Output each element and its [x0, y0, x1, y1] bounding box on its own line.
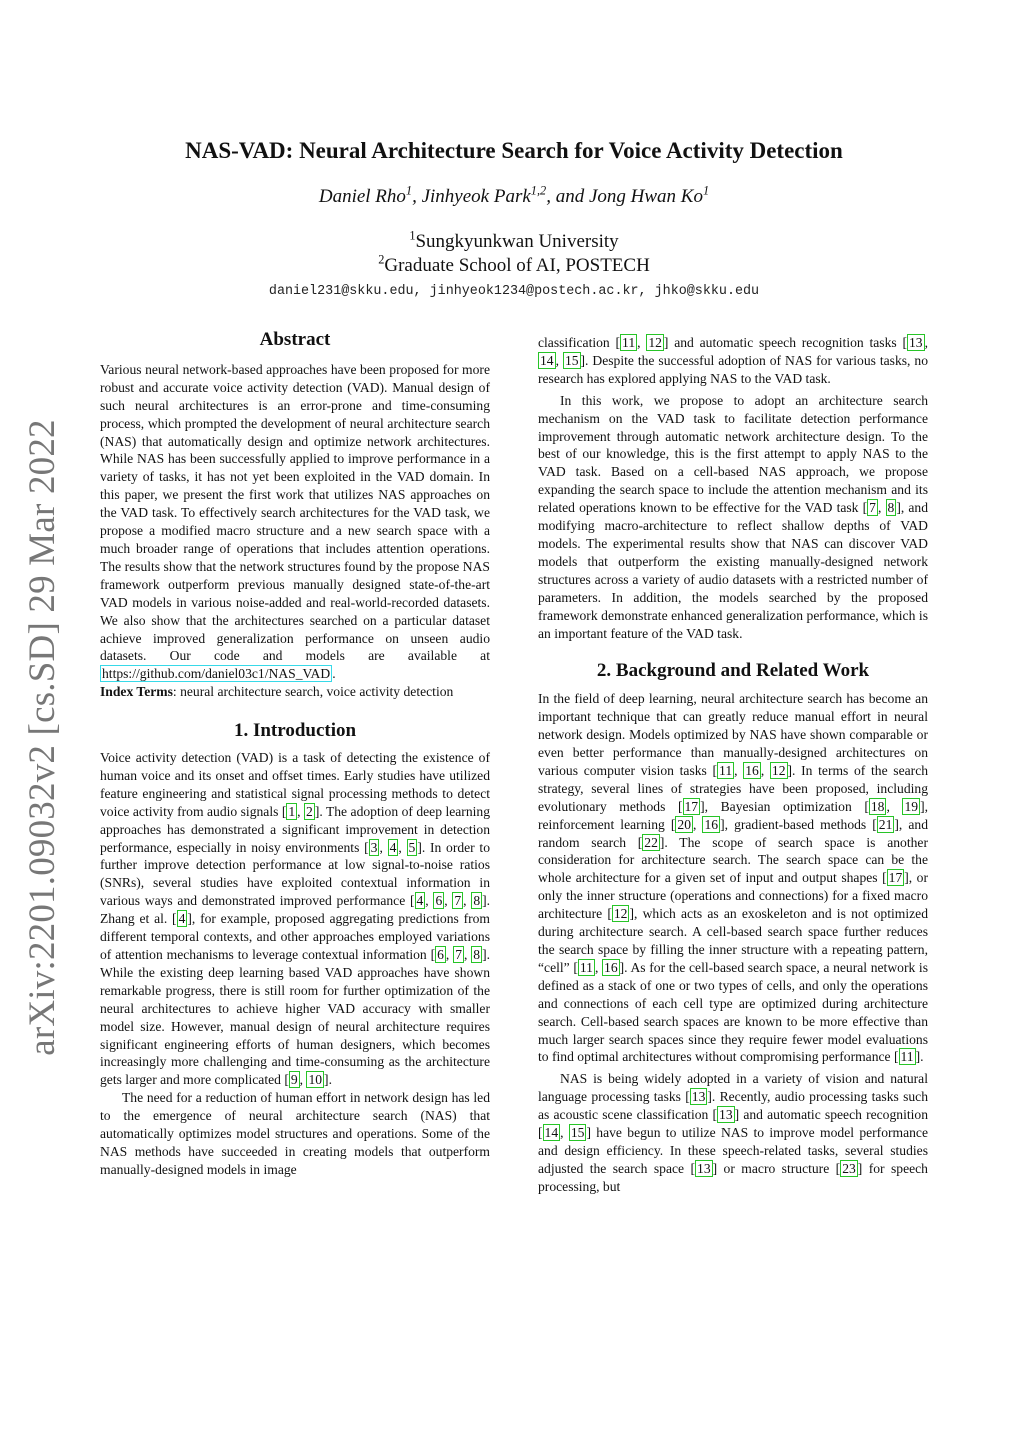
text-run: , — [445, 947, 454, 962]
citation-link[interactable]: 8 — [473, 893, 481, 909]
citation-link[interactable]: 14 — [540, 352, 554, 368]
text-run: , — [379, 839, 388, 855]
affiliation-name: Graduate School of AI, POSTECH — [384, 255, 650, 276]
author-affiliation-mark: 1 — [702, 183, 710, 198]
background-paragraph-2 — [538, 1070, 928, 1195]
text-run: , — [297, 803, 305, 819]
text-run: , — [594, 959, 603, 975]
text-run: ], and modifying macro-architecture to reflect shallow depths of VAD models. The experimental results show that NAS can discover VAD models that outperform the existing manually-designed network structures across a variety of audio datasets with a restricted number of parameters. In addition, the models searched by the proposed framework demonstrate enhanced generalization performance, which is an important feature of the VAD task. — [538, 500, 929, 641]
index-terms-text: : neural architecture search, voice activity detection — [172, 684, 454, 700]
citation-link[interactable]: 4 — [389, 839, 397, 855]
author-list: Daniel Rho$^1$, Jinhyeok Park$^{1,2}$, and Jong Hwan Ko$^1$ — [318, 183, 710, 207]
index-terms-label: Index Terms — [100, 684, 173, 700]
citation-link[interactable]: 4 — [416, 893, 424, 909]
text-run: , — [299, 1072, 307, 1088]
citation-link[interactable]: 10 — [308, 1072, 323, 1088]
text-run: ] for speech processing, but — [538, 1160, 928, 1194]
right-column — [538, 334, 928, 1196]
text-run: , — [560, 1125, 569, 1141]
text-run: , — [693, 816, 703, 832]
citation-link[interactable]: 12 — [771, 762, 786, 778]
citation-link[interactable]: 13 — [691, 1089, 706, 1105]
citation-link[interactable]: 5 — [408, 839, 416, 855]
text-run: In the field of deep learning, neural architecture search has become an important technique that can greatly reduce manual effort in neural network design. Models optimized by NAS have shown comparable or even better performance than manually-designed architectures on various computer vision tasks [ — [538, 691, 928, 778]
text-run: , — [637, 335, 647, 350]
citation-link[interactable]: 6 — [435, 893, 443, 909]
text-run: ]. As for the cell-based search space, a neural network is defined as a stack of one or two types of cells, and only the operations and connections of each cell type are optimized during architecture search. Cell-based search spaces are known to be more effective than much larger search spaces since they require fewer model evaluations to find optimal architectures without compromising performance [ — [538, 959, 929, 1065]
text-run: Voice activity detection (VAD) is a task of detecting the existence of human voice and its onset and offset times. Early studies have utilized feature engineering and statistical signal processing methods to detect voice activity from audio signals [ — [100, 750, 490, 819]
intro-paragraph-4 — [538, 392, 928, 643]
citation-link[interactable]: 15 — [564, 352, 579, 368]
index-terms — [100, 683, 490, 701]
citation-link[interactable]: 15 — [570, 1125, 585, 1141]
text-run: , — [877, 500, 886, 516]
text-run: NAS is being widely adopted in a variety of vision and natural language processing tasks [ — [538, 1071, 928, 1105]
text-run: In this work, we propose to adopt an architecture search mechanism on the VAD task to facilitate detection performance improvement through automatic network architecture design. To the best of our knowledge, this is the first attempt to apply NAS to the VAD task. Based on a cell-based NAS approach, we propose expanding the search space to include the attention mechanism and its related operations known to be effective for the VAD task [ — [538, 392, 928, 516]
citation-link[interactable]: 6 — [437, 947, 444, 962]
citation-link[interactable]: 7 — [869, 500, 876, 516]
text-run: , — [463, 893, 472, 909]
citation-link[interactable]: 13 — [908, 335, 923, 350]
author-emails: daniel231@skku.edu, jinhyeok1234@postech.ac.kr, jhko@skku.edu — [268, 284, 760, 299]
text-run: , — [924, 335, 928, 350]
citation-link[interactable]: 8 — [473, 947, 481, 962]
abstract-text — [100, 361, 490, 683]
citation-link[interactable]: 7 — [455, 947, 462, 962]
left-column — [100, 331, 490, 1179]
author-conjunction: and — [555, 186, 585, 207]
author-name: Jong Hwan Ko — [588, 186, 703, 207]
background-paragraph-1 — [538, 690, 928, 1066]
citation-link[interactable]: 17 — [684, 798, 699, 814]
intro-paragraph-2: The need for a reduction of human effort in network design has led to the emergence of neural architecture search (NAS) that automatically optimizes model structures and operations. Some of the NAS methods have succeeded in creating models that outperform manually-designed models in image — [100, 1090, 490, 1177]
abstract-heading: Abstract — [259, 329, 331, 350]
text-run: ] and automatic speech recognition [ — [538, 1107, 928, 1141]
text-run: ], Bayesian optimization [ — [700, 798, 869, 814]
abstract-body: Various neural network-based approaches have been proposed for more robust and accurate voice activity detection (VAD). Manual design of such neural architectures is an error-prone and time-consuming process, which prompted the development of neural architecture search (NAS) that automatically design and optimize network architectures. While NAS has been successfully applied to improve performance in a variety of tasks, it has not yet been exploited in the VAD domain. In this paper, we present the first work that utilizes NAS approaches on the VAD task. To effectively search architectures for the VAD task, we propose a modified macro structure and a new search space with a much broader range of operations that includes attention operations. The results show that the network structures found by the propose NAS framework outperform previous manually designed state-of-the-art VAD models in various noise-added and real-world-recorded datasets. We also show that the architectures searched on a particular dataset achieve improved generalization performance on unseen audio datasets. Our code and models are available at — [100, 361, 490, 664]
citation-link[interactable]: 19 — [904, 798, 919, 814]
text-run: ]. In order to further improve detection performance at low signal-to-noise ratios (SNRs), several studies have exploited contextual information in various ways and demonstrated improved performance [ — [100, 839, 491, 909]
text-run: ], or only the inner structure (operations and connections) for a fixed macro architecture [ — [538, 870, 928, 922]
text-run: ] have begun to utilize NAS to improve model performance and design efficiency. In these speech-related tasks, several studies adjusted the search space [ — [538, 1125, 928, 1176]
affiliation-mark: 2 — [378, 252, 385, 267]
citation-link[interactable]: 17 — [888, 870, 903, 886]
paper-title: NAS-VAD: Neural Architecture Search for Voice Activity Detection — [185, 138, 843, 163]
citation-link[interactable]: 11 — [900, 1049, 914, 1065]
text-run: , — [760, 762, 770, 778]
text-run: ] and automatic speech recognition tasks [ — [663, 335, 907, 350]
text-run: ]. Despite the successful adoption of NAS for various tasks, no research has explored applying NAS to the VAD task. — [538, 352, 928, 386]
text-run: , — [555, 352, 563, 368]
affiliation-mark: 1 — [409, 228, 416, 243]
citation-link[interactable]: 16 — [745, 762, 759, 778]
citation-link[interactable]: 9 — [290, 1072, 298, 1088]
affiliation-1 — [100, 228, 928, 253]
text-run: ], which acts as an exoskeleton and is not optimized during architecture search. A cell-based search space further reduces the search space by filling the inner structure with a repeating pattern, “cell” [ — [538, 906, 928, 975]
text-run: , — [425, 893, 434, 909]
text-run: ]. The scope of search space is another consideration for architecture search. The search space can be the whole architecture for a given set of input and output shapes [ — [538, 834, 928, 886]
intro-paragraph-1 — [100, 749, 490, 1089]
citation-link[interactable]: 2 — [306, 803, 313, 819]
citation-link[interactable]: 7 — [454, 893, 462, 909]
text-run: ]. — [915, 1049, 924, 1065]
citation-link[interactable]: 1 — [288, 803, 296, 819]
citation-link[interactable]: 14 — [544, 1125, 559, 1141]
citation-link[interactable]: 13 — [719, 1107, 733, 1123]
citation-link[interactable]: 16 — [704, 816, 719, 832]
text-run: , — [444, 893, 453, 909]
citation-link[interactable]: 11 — [719, 762, 733, 778]
author-name: Daniel Rho — [318, 186, 406, 207]
text-run: ]. Recently, audio processing tasks such as acoustic scene classification [ — [538, 1089, 928, 1123]
citation-link[interactable]: 4 — [178, 911, 186, 927]
text-run: ], reinforcement learning [ — [538, 798, 928, 832]
citation-link[interactable]: 12 — [613, 906, 628, 922]
citation-link[interactable]: 18 — [870, 798, 885, 814]
affiliation-name: Sungkyunkwan University — [415, 231, 619, 252]
author-name: Jinhyeok Park — [421, 186, 531, 207]
text-run: ], gradient-based methods [ — [720, 816, 877, 832]
text-run: ], for example, proposed aggregating predictions from different temporal contexts, and other approaches employed variations of attention mechanisms to leverage contextual information [ — [100, 911, 490, 962]
text-run: , — [398, 839, 407, 855]
background-heading: 2. Background and Related Work — [596, 660, 870, 682]
text-run: classification [ — [538, 335, 621, 350]
citation-link[interactable]: 22 — [644, 834, 658, 850]
citation-link[interactable]: 16 — [604, 959, 618, 975]
text-run: , — [464, 947, 472, 962]
citation-link[interactable]: 20 — [677, 816, 692, 832]
text-run: ]. While the existing deep learning based VAD approaches have shown remarkable progress, there is still room for further optimization of the neural architectures to achieve higher VAD accuracy with smaller model size. However, manual design of neural architecture requires significant engineering efforts of human designers, which becomes increasingly more challenging and time-consuming as the architecture gets larger and more complicated [ — [100, 947, 491, 1088]
text-run: , — [886, 798, 903, 814]
text-run: ]. Zhang et al. [ — [100, 893, 491, 927]
citation-link[interactable]: 13 — [697, 1160, 711, 1176]
citation-link[interactable]: 3 — [370, 839, 378, 855]
intro-paragraph-3 — [538, 334, 928, 388]
author-affiliation-mark: 1,2 — [530, 183, 547, 198]
intro-heading: 1. Introduction — [233, 720, 357, 742]
citation-link[interactable]: 11 — [622, 335, 636, 350]
arxiv-identifier — [21, 418, 63, 1056]
citation-link[interactable]: 8 — [887, 500, 895, 516]
author-affiliation-mark: 1 — [405, 183, 413, 198]
citation-link[interactable]: 23 — [842, 1160, 856, 1176]
text-run: ]. — [324, 1072, 332, 1088]
citation-link[interactable]: 11 — [579, 959, 593, 975]
arxiv-identifier-text: arXiv:2201.09032v2 [cs.SD] 29 Mar 2022 — [21, 418, 63, 1056]
text-run: ], and random search [ — [538, 816, 929, 850]
text-run: ]. The adoption of deep learning approaches has demonstrated a significant improvement in detection performance, especially in noisy environments [ — [100, 803, 490, 855]
citation-link[interactable]: 12 — [648, 335, 662, 350]
affiliation-2 — [100, 252, 928, 277]
text-run: ]. In terms of the search strategy, several lines of strategies have been proposed, including evolutionary methods [ — [538, 762, 929, 814]
text-run: , — [734, 762, 744, 778]
citation-link[interactable]: 21 — [878, 816, 893, 832]
abstract-end: . — [332, 666, 336, 682]
text-run: ] or macro structure [ — [712, 1160, 841, 1176]
code-link[interactable]: https://github.com/daniel03c1/NAS_VAD — [102, 666, 331, 682]
